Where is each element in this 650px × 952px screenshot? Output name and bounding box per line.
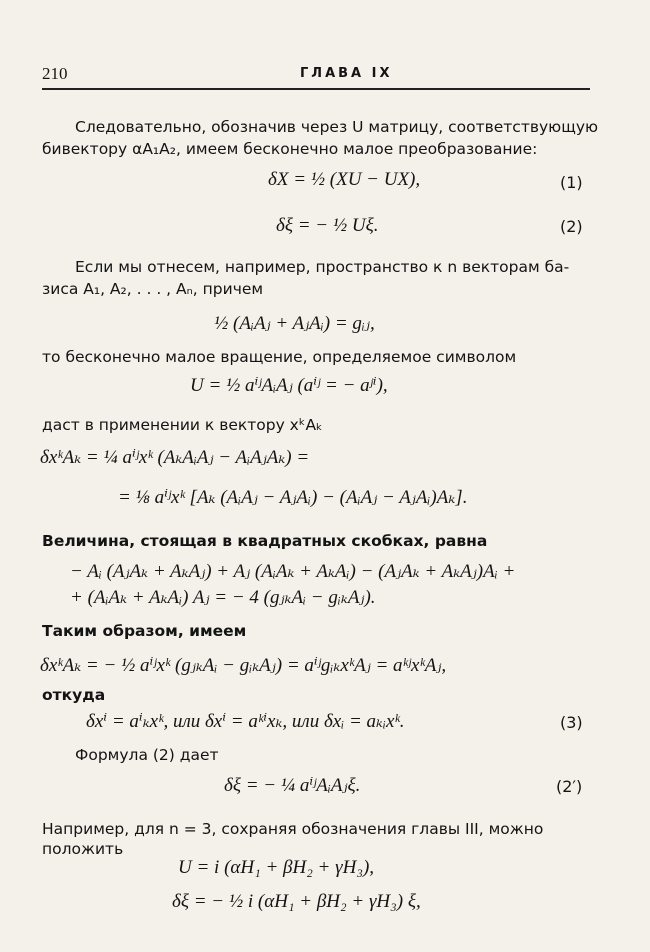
- equation: δxⁱ = aⁱₖxᵏ, или δxⁱ = aᵏⁱxₖ, или δxᵢ = aₖᵢxᵏ.: [86, 711, 405, 732]
- text-line: Формула (2) дает: [75, 746, 219, 764]
- page-number: 210: [42, 64, 68, 83]
- chapter-title: ГЛАВА IX: [300, 66, 393, 81]
- equation-number: (3): [560, 713, 583, 732]
- equation: δξ = − ¼ aⁱʲAᵢAⱼξ.: [224, 775, 361, 796]
- equation: U = i (αH₁ + βH₂ + γH₃),: [178, 857, 375, 878]
- text-line: откуда: [42, 686, 106, 704]
- equation: δxᵏAₖ = − ½ aⁱʲxᵏ (gⱼₖAᵢ − gᵢₖAⱼ) = aⁱʲgᵢₖxᵏAⱼ = aᵏʲxᵏAⱼ,: [40, 655, 447, 676]
- equation: + (AᵢAₖ + AₖAᵢ) Aⱼ = − 4 (gⱼₖAᵢ − gᵢₖAⱼ).: [70, 587, 376, 608]
- equation: δX = ½ (XU − UX),: [268, 169, 421, 190]
- equation: U = ½ aⁱʲAᵢAⱼ (aⁱʲ = − aʲⁱ),: [190, 375, 388, 396]
- equation-number: (1): [560, 173, 583, 192]
- equation: ½ (AᵢAⱼ + AⱼAᵢ) = gᵢⱼ,: [214, 313, 375, 334]
- text-line: даст в применении к вектору xᵏAₖ: [42, 416, 323, 434]
- text-line: зиса A₁, A₂, . . . , Aₙ, причем: [42, 280, 264, 298]
- text-line: Величина, стоящая в квадратных скобках, равна: [42, 532, 488, 550]
- text-line: Таким образом, имеем: [42, 622, 247, 640]
- equation: − Aᵢ (AⱼAₖ + AₖAⱼ) + Aⱼ (AᵢAₖ + AₖAᵢ) − (AⱼAₖ + AₖAⱼ)Aᵢ +: [70, 561, 516, 582]
- text-line: Например, для n = 3, сохраняя обозначения главы III, можно: [42, 820, 544, 838]
- text-line: бивектору αA₁A₂, имеем бесконечно малое преобразование:: [42, 140, 538, 158]
- equation-number: (2): [560, 217, 583, 236]
- equation-number: (2′): [556, 777, 583, 796]
- text-line: то бесконечно малое вращение, определяемое символом: [42, 348, 517, 366]
- equation: δξ = − ½ Uξ.: [276, 215, 379, 236]
- text-line: положить: [42, 840, 124, 858]
- equation: = ⅛ aⁱʲxᵏ [Aₖ (AᵢAⱼ − AⱼAᵢ) − (AᵢAⱼ − AⱼAᵢ)Aₖ].: [118, 487, 468, 508]
- equation: δxᵏAₖ = ¼ aⁱʲxᵏ (AₖAᵢAⱼ − AᵢAⱼAₖ) =: [40, 447, 310, 468]
- equation: δξ = − ½ i (αH₁ + βH₂ + γH₃) ξ,: [172, 891, 421, 912]
- text-line: Следовательно, обозначив через U матрицу, соответствующую: [75, 118, 599, 136]
- text-line: Если мы отнесем, например, пространство к n векторам ба-: [75, 258, 570, 276]
- running-header: [42, 64, 590, 90]
